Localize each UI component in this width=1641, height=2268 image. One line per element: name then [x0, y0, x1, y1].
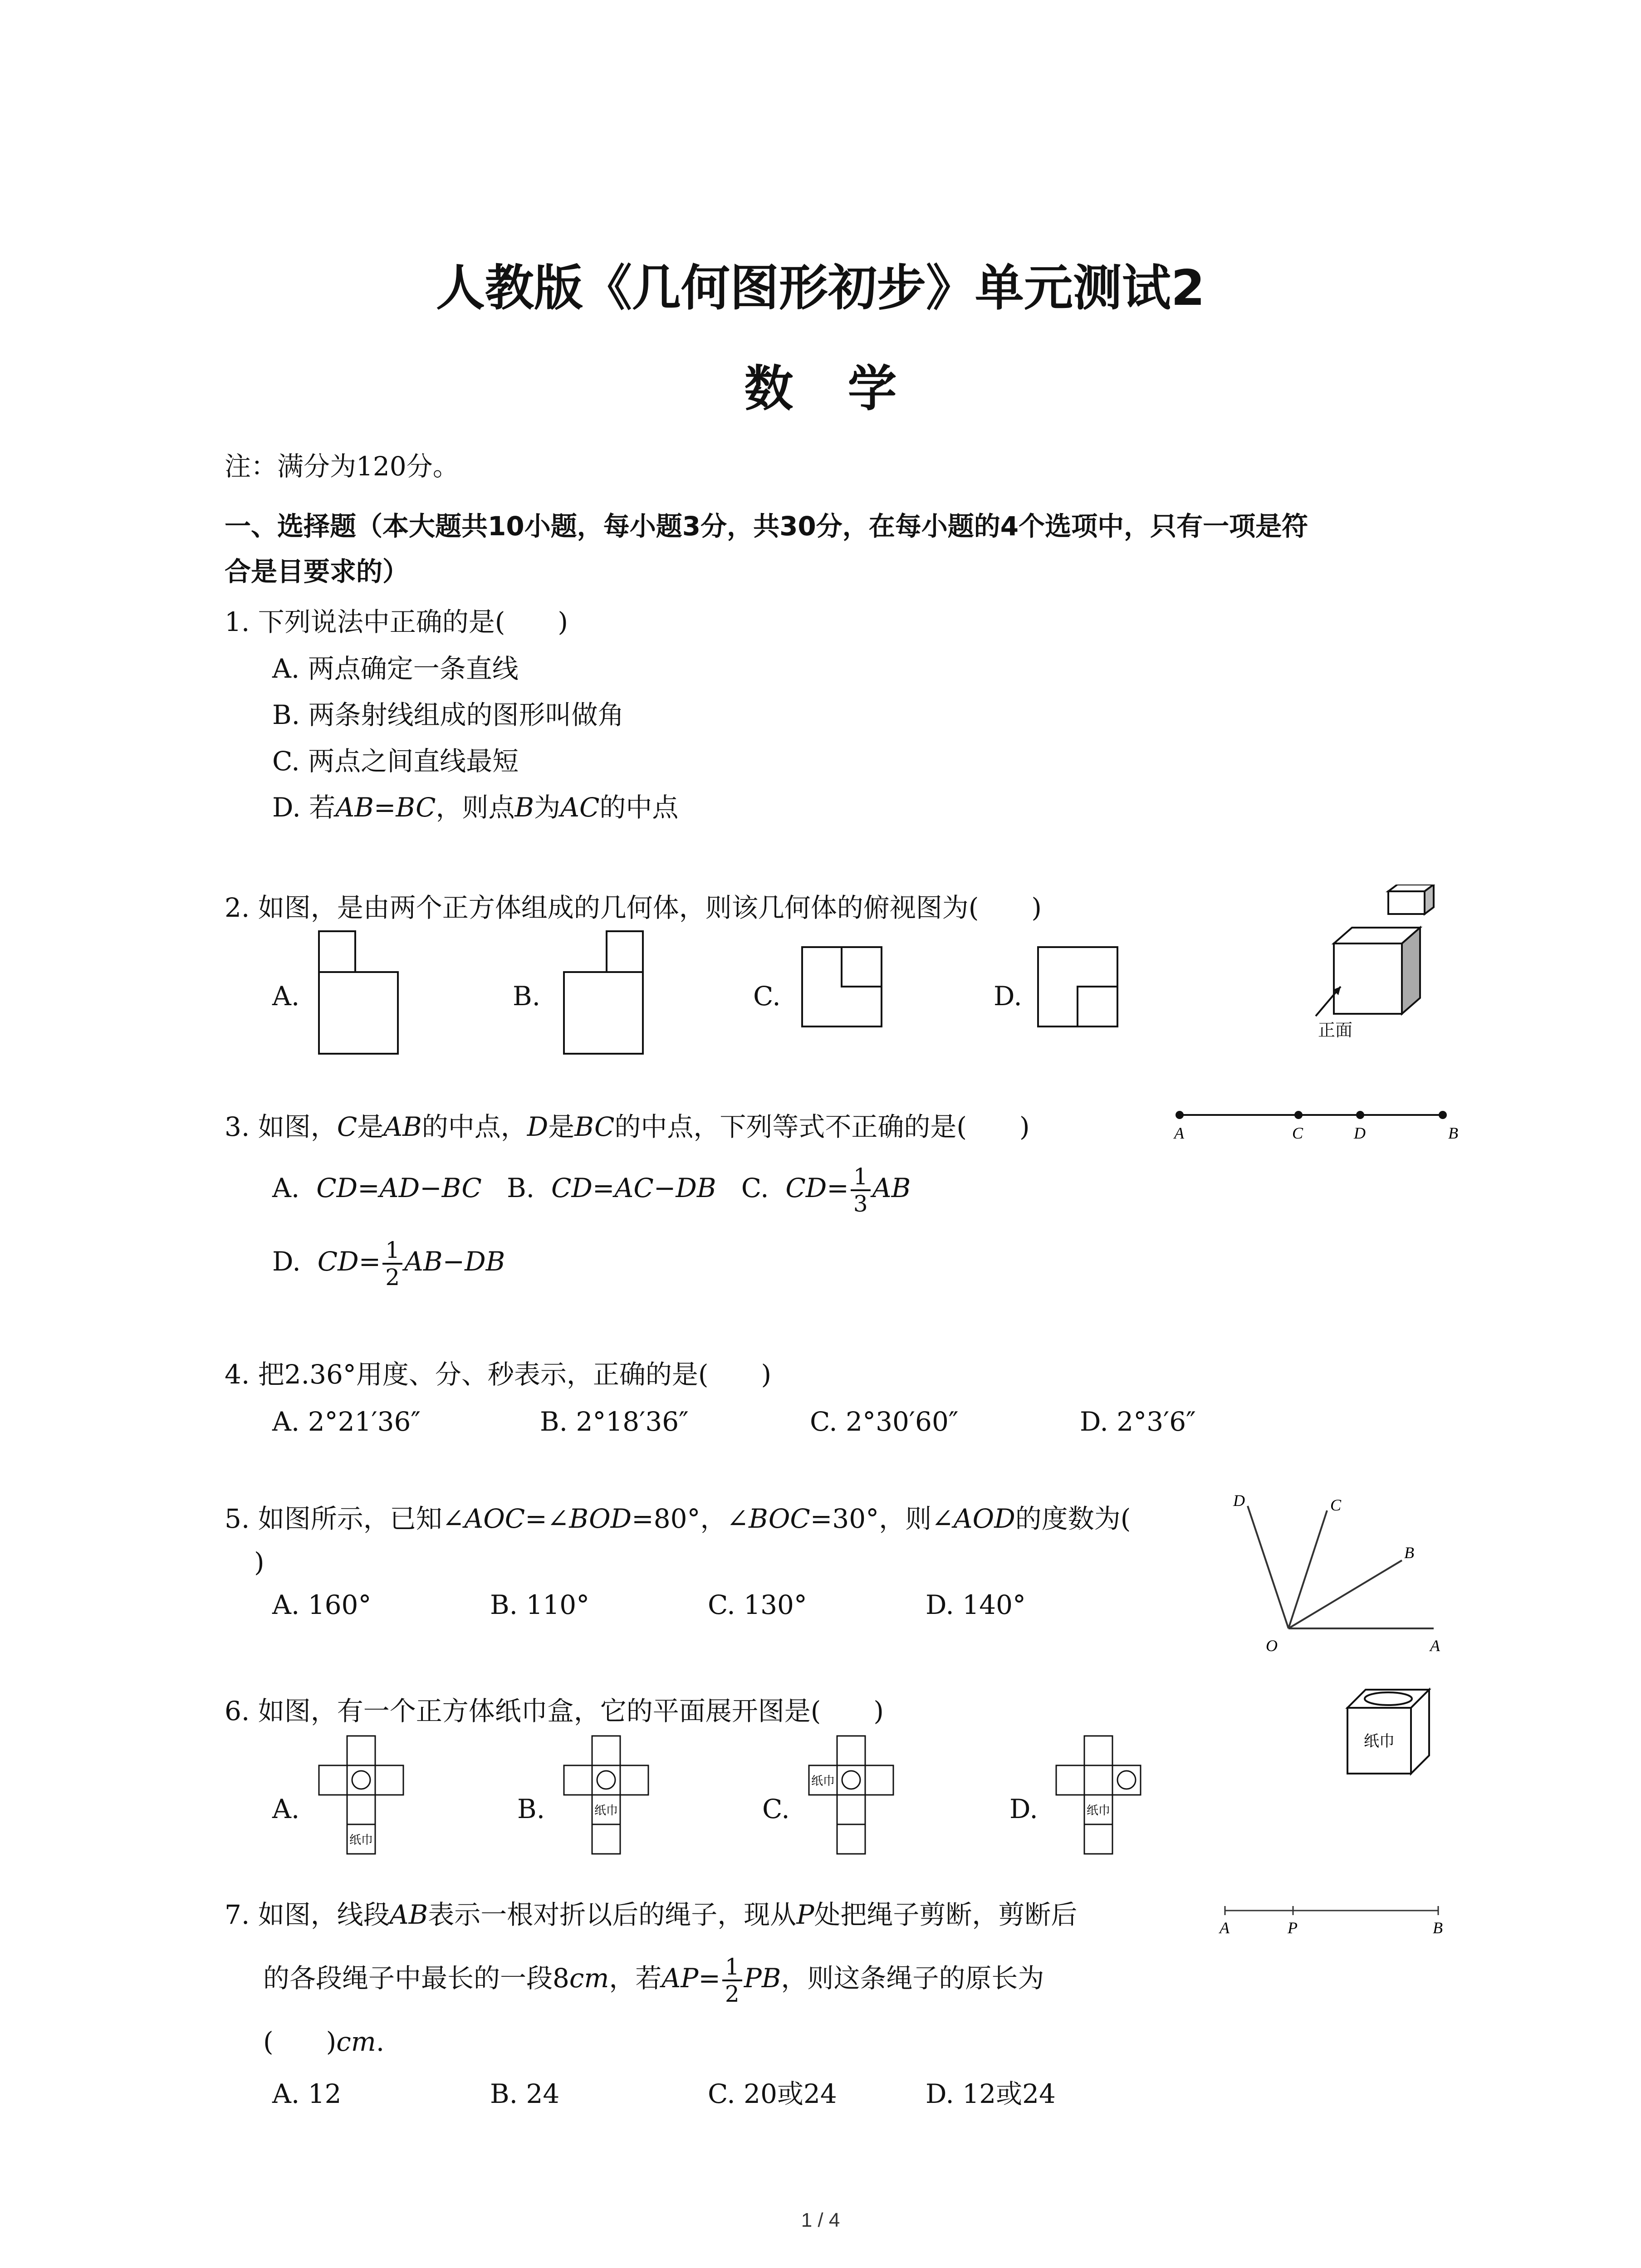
q5-option-d: D. 140°: [926, 1589, 1026, 1620]
q4-option-c: C. 2°30′60″: [810, 1406, 959, 1437]
q2-option-a-figure: [318, 930, 404, 1057]
q1-option-a: A. 两点确定一条直线: [272, 653, 519, 684]
q5-label-b: B: [1404, 1544, 1414, 1562]
q3-segment-figure: [1171, 1102, 1465, 1143]
q6-option-a-label: A.: [272, 1794, 300, 1824]
q6-option-b-label: B.: [517, 1794, 545, 1824]
q5-stem: 5. 如图所示，已知∠AOC=∠BOD=80°，∠BOC=30°，则∠AOD的度数为(: [225, 1503, 1131, 1534]
q5-label-o: O: [1266, 1637, 1278, 1655]
q2-option-a-label: A.: [272, 981, 300, 1012]
q5-option-b: B. 110°: [490, 1589, 590, 1620]
q7-segment-figure: [1216, 1901, 1452, 1941]
q1-stem: 1. 下列说法中正确的是( ): [225, 606, 568, 637]
q3-point-c: C: [1292, 1124, 1303, 1142]
q7-option-c: C. 20或24: [708, 2078, 837, 2109]
q6-option-c-label: C.: [762, 1794, 790, 1824]
q6-net-d-label: 纸巾: [1086, 1804, 1111, 1818]
subject-title: 数学: [744, 361, 951, 417]
q5-label-c: C: [1330, 1496, 1342, 1514]
q3-d-fraction: $\frac{1}{2}$: [382, 1237, 402, 1290]
q6-tissue-box: [1343, 1685, 1447, 1780]
q6-net-b-label: 纸巾: [594, 1804, 618, 1818]
q7-option-d: D. 12或24: [926, 2078, 1056, 2109]
q4-option-b: B. 2°18′36″: [540, 1406, 689, 1437]
q6-net-a-label: 纸巾: [349, 1833, 373, 1847]
q5-label-d: D: [1233, 1491, 1245, 1510]
q6-option-d-label: D.: [1009, 1794, 1038, 1824]
q3-point-d: D: [1354, 1124, 1366, 1142]
q2-option-b-figure: [563, 930, 649, 1057]
q6-net-d: [1053, 1735, 1143, 1867]
q1-option-c: C. 两点之间直线最短: [272, 746, 519, 777]
q1-option-b: B. 两条射线组成的图形叫做角: [272, 699, 624, 730]
q7-point-b: B: [1433, 1919, 1443, 1937]
score-note: 注：满分为120分。: [225, 451, 459, 482]
q2-front-label: 正面: [1318, 1021, 1353, 1040]
q7-option-b: B. 24: [490, 2078, 560, 2109]
page-number: 1 / 4: [801, 2209, 840, 2231]
q4-option-d: D. 2°3′6″: [1080, 1406, 1196, 1437]
q3-options-row1: A. CD=AD−BC B. CD=AC−DB C. CD= $\frac{1}{3}$ AB: [272, 1163, 911, 1217]
q7-option-a: A. 12: [272, 2078, 342, 2109]
q7-fraction: $\frac{1}{2}$: [722, 1954, 742, 2007]
q1-option-d: D. 若AB=BC，则点B为AC的中点: [272, 792, 679, 823]
section-heading-line2: 合是目要求的）: [225, 556, 409, 587]
q7-point-a: A: [1220, 1919, 1230, 1937]
q3-point-b: B: [1448, 1124, 1458, 1142]
q6-box-label: 纸巾: [1364, 1732, 1395, 1750]
q5-label-a: A: [1430, 1637, 1440, 1655]
q2-option-c-figure: [801, 946, 885, 1030]
q2-solid-figure: [1307, 885, 1443, 1039]
q2-option-d-label: D.: [994, 981, 1022, 1012]
q6-net-c-label: 纸巾: [811, 1774, 835, 1788]
section-heading-line1: 一、选择题（本大题共10小题，每小题3分，共30分，在每小题的4个选项中，只有一项是符: [225, 511, 1308, 542]
q5-stem-line2: ): [254, 1547, 265, 1578]
q2-option-c-label: C.: [753, 981, 781, 1012]
q5-option-a: A. 160°: [272, 1589, 372, 1620]
page-title: 人教版《几何图形初步》单元测试2: [436, 260, 1205, 317]
q2-option-d-figure: [1037, 946, 1121, 1030]
q6-net-b: [560, 1735, 651, 1867]
q2-option-b-label: B.: [513, 981, 541, 1012]
q4-option-a: A. 2°21′36″: [272, 1406, 421, 1437]
q3-point-a: A: [1174, 1124, 1184, 1142]
q5-angle-figure: [1211, 1483, 1447, 1656]
q4-stem: 4. 把2.36°用度、分、秒表示，正确的是( ): [225, 1359, 772, 1390]
q6-net-a: [315, 1735, 406, 1867]
q5-option-c: C. 130°: [708, 1589, 807, 1620]
q6-net-c: [805, 1735, 896, 1867]
q7-point-p: P: [1288, 1919, 1298, 1937]
q6-stem: 6. 如图，有一个正方体纸巾盒，它的平面展开图是( ): [225, 1696, 884, 1726]
q3-option-d: D. CD= $\frac{1}{2}$ AB−DB: [272, 1237, 505, 1290]
q3-stem: 3. 如图，C是AB的中点，D是BC的中点，下列等式不正确的是( ): [225, 1111, 1030, 1142]
q2-stem: 2. 如图，是由两个正方体组成的几何体，则该几何体的俯视图为( ): [225, 892, 1042, 923]
q7-line2: 的各段绳子中最长的一段8cm，若AP= $\frac{1}{2}$ PB，则这条绳子的原长为: [263, 1954, 1044, 2007]
q7-line3: ( )cm.: [263, 2026, 385, 2057]
q7-line1: 7. 如图，线段AB表示一根对折以后的绳子，现从P处把绳子剪断，剪断后: [225, 1899, 1078, 1930]
q3-c-fraction: $\frac{1}{3}$: [851, 1164, 871, 1217]
